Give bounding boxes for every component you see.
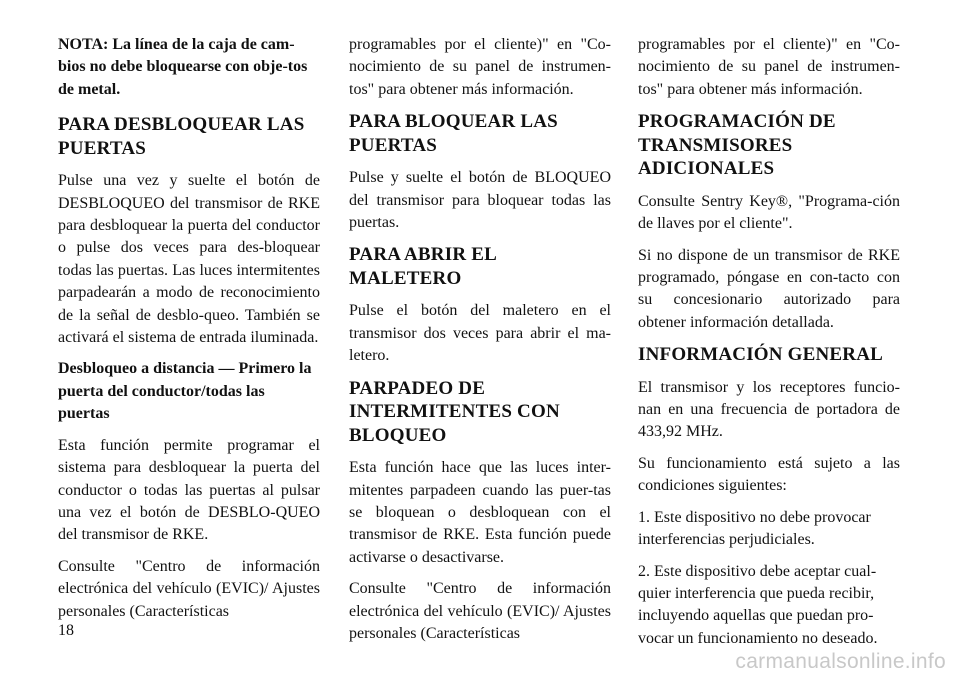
evic-paragraph-start: Consulte "Centro de información electrónica del vehículo (EVIC)/ Ajustes personales (Características: [349, 580, 611, 642]
trunk-paragraph: Pulse el botón del maletero en el transmisor dos veces para abrir el ma-letero.: [349, 302, 611, 365]
column-2: [349, 34, 611, 654]
note-paragraph: NOTA: La línea de la caja de cam-bios no debe bloquearse con obje-tos de metal.: [58, 36, 308, 98]
page-number: 18: [58, 622, 74, 639]
frequency-paragraph: El transmisor y los receptores funcio-nan en una frecuencia de portadora de 433,92 MHz.: [638, 378, 900, 441]
evic-paragraph-start: Consulte "Centro de información electrónica del vehículo (EVIC)/ Ajustes personales (Características: [58, 557, 320, 620]
subheading-remote-unlock: Desbloqueo a distancia — Primero la puerta del conductor/todas las puertas: [58, 360, 312, 423]
condition-item-1: 1. Este dispositivo no debe provocar interferencias perjudiciales.: [638, 508, 871, 549]
heading-open-trunk: PARA ABRIR EL MALETERO: [349, 244, 496, 289]
sentry-key-paragraph: Consulte Sentry Key®, "Programa-ción de llaves por el cliente".: [638, 192, 900, 233]
heading-unlock-doors: PARA DESBLOQUEAR LAS PUERTAS: [58, 114, 305, 159]
unlock-paragraph: Pulse una vez y suelte el botón de DESBLOQUEO del transmisor de RKE para desbloquear la puerta del conductor o pulse dos veces para des-bloquear todas las puertas. Las luces intermitentes parpadearán a modo de reconocimiento de la señal de desblo-queo. También se activará el sistema de entrada iluminada.: [58, 172, 320, 347]
heading-general-info: INFORMACIÓN GENERAL: [638, 344, 884, 366]
lock-paragraph: Pulse y suelte el botón de BLOQUEO del transmisor para bloquear todas las puertas.: [349, 169, 611, 232]
heading-lock-doors: PARA BLOQUEAR LAS PUERTAS: [349, 111, 558, 156]
column-1: [58, 34, 320, 632]
evic-paragraph-end: programables por el cliente)" en "Co-nocimiento de su panel de instrumen-tos" para obtener más información.: [349, 36, 611, 98]
conditions-paragraph: Su funcionamiento está sujeto a las condiciones siguientes:: [638, 454, 900, 495]
dealer-paragraph: Si no dispone de un transmisor de RKE programado, póngase en con-tacto con su concesionario autorizado para obtener información detallada.: [638, 246, 900, 331]
heading-flash-lights: PARPADEO DE INTERMITENTES CON BLOQUEO: [349, 377, 560, 446]
column-3: [638, 34, 900, 659]
evic-paragraph-end: programables por el cliente)" en "Co-nocimiento de su panel de instrumen-tos" para obtener más información.: [638, 36, 900, 98]
condition-item-2: 2. Este dispositivo debe aceptar cual-quier interferencia que pueda recibir, incluyendo aquellas que puedan pro-vocar un funcionamiento no deseado.: [638, 562, 878, 647]
remote-unlock-paragraph: Esta función permite programar el sistema para desbloquear la puerta del conductor o todas las puertas al pulsar una vez el botón de DESBLO-QUEO del transmisor de RKE.: [58, 436, 320, 544]
watermark: carmanualsonline.info: [735, 650, 946, 673]
flash-paragraph: Esta función hace que las luces inter-mitentes parpadeen cuando las puer-tas se bloquean o desbloquean con el transmisor de RKE. Esta función puede activarse o desactivarse.: [349, 459, 611, 566]
heading-programming: PROGRAMACIÓN DE TRANSMISORES ADICIONALES: [638, 111, 836, 180]
